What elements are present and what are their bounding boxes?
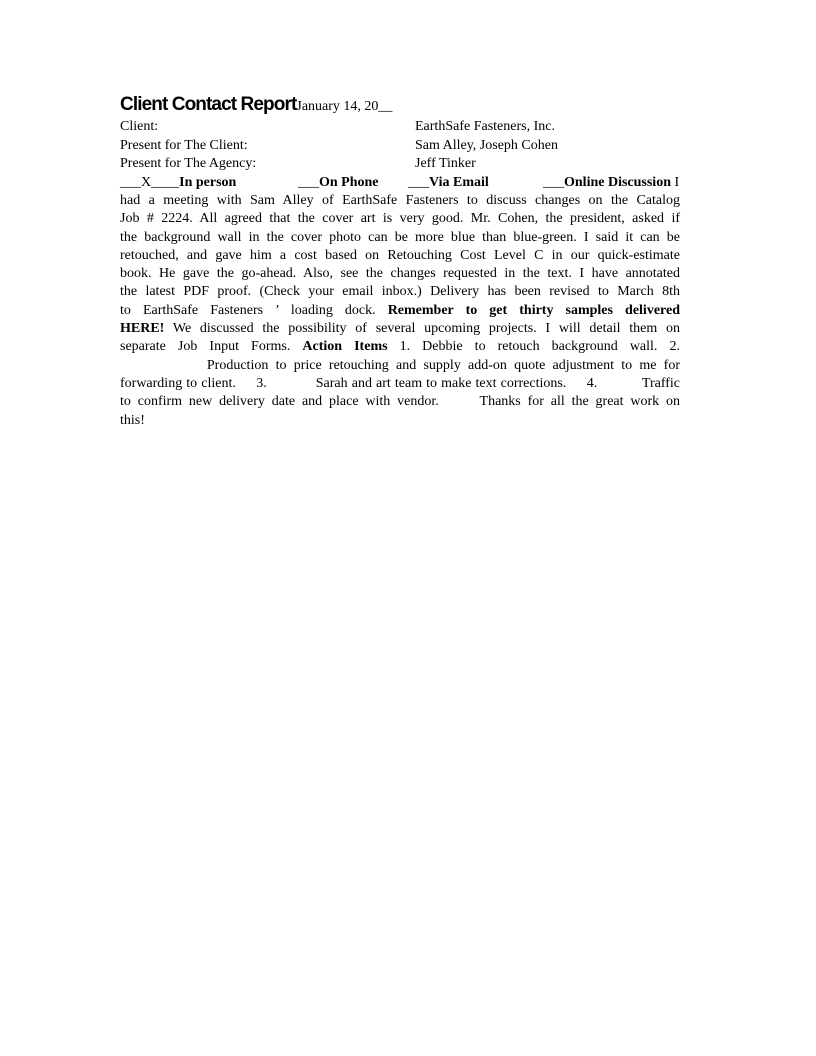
detail-row-client	[120, 118, 700, 137]
via-email-mark: ___	[408, 174, 429, 190]
line-text: to EarthSafe Fasteners ’ loading dock.	[120, 302, 388, 318]
reminder-text: Remember to get thirty samples delivered	[387, 302, 680, 318]
on-phone-mark: ___	[298, 174, 319, 190]
detail-label: Present for The Agency:	[120, 156, 257, 171]
report-title: Client Contact Report	[120, 94, 297, 115]
report-body	[120, 192, 680, 430]
in-person-label: In person	[179, 174, 237, 190]
contact-type-in-person	[120, 174, 236, 193]
in-person-mark: ___X____	[120, 174, 180, 190]
detail-value: EarthSafe Fasteners, Inc.	[415, 119, 555, 134]
body-line: the background wall in the cover photo can be more blue than blue-green. I said it can be	[120, 229, 680, 245]
body-line	[120, 320, 680, 338]
body-line: this!	[120, 412, 145, 428]
line-text: separate Job Input Forms.	[120, 339, 303, 355]
reminder-emphasis: HERE!	[120, 321, 165, 337]
detail-value: Jeff Tinker	[415, 156, 476, 171]
body-line: Production to price retouching and supply add-on quote adjustment to me for	[120, 357, 680, 373]
contact-type-via-email	[408, 174, 489, 193]
body-line: to confirm new delivery date and place with vendor. Thanks for all the great work on	[120, 394, 680, 410]
online-mark: ___	[543, 174, 564, 190]
online-label: Online Discussion	[564, 174, 671, 190]
body-line: retouched, and gave him a cost based on Retouching Cost Level C in our quick-estimate	[120, 247, 680, 263]
body-line: the latest PDF proof. (Check your email inbox.) Delivery has been revised to March 8th	[120, 284, 680, 300]
via-email-label: Via Email	[429, 174, 489, 190]
contact-type-online: ___Online Discussion I	[543, 174, 680, 190]
detail-label: Present for The Client:	[120, 137, 248, 153]
client-contact-report	[120, 94, 700, 430]
contact-type-on-phone	[298, 174, 379, 193]
body-line	[120, 338, 680, 356]
body-line: book. He gave the go-ahead. Also, see the changes requested in the text. I have annotated	[120, 266, 680, 282]
detail-row-present-client	[120, 137, 700, 156]
body-line: had a meeting with Sam Alley of EarthSafe Fasteners to discuss changes on the Catalog	[120, 193, 680, 208]
on-phone-label: On Phone	[319, 174, 379, 190]
report-date: January 14, 20__	[296, 99, 393, 114]
body-line: Job # 2224. All agreed that the cover art is very good. Mr. Cohen, the president, asked if	[120, 211, 680, 227]
action-items-heading: Action Items	[302, 339, 388, 355]
body-line	[120, 302, 680, 320]
body-line: forwarding to client. 3. Sarah and art team to make text corrections. 4. Traffic	[120, 375, 680, 391]
detail-value: Sam Alley, Joseph Cohen	[415, 137, 558, 153]
detail-row-present-agency	[120, 155, 700, 174]
contact-type-row	[120, 174, 700, 193]
detail-label: Client:	[120, 119, 159, 134]
report-header	[120, 94, 700, 118]
line-text: 1. Debbie to retouch background wall. 2.	[387, 339, 680, 355]
line-text: We discussed the possibility of several upcoming projects. I will detail them on	[164, 321, 680, 337]
